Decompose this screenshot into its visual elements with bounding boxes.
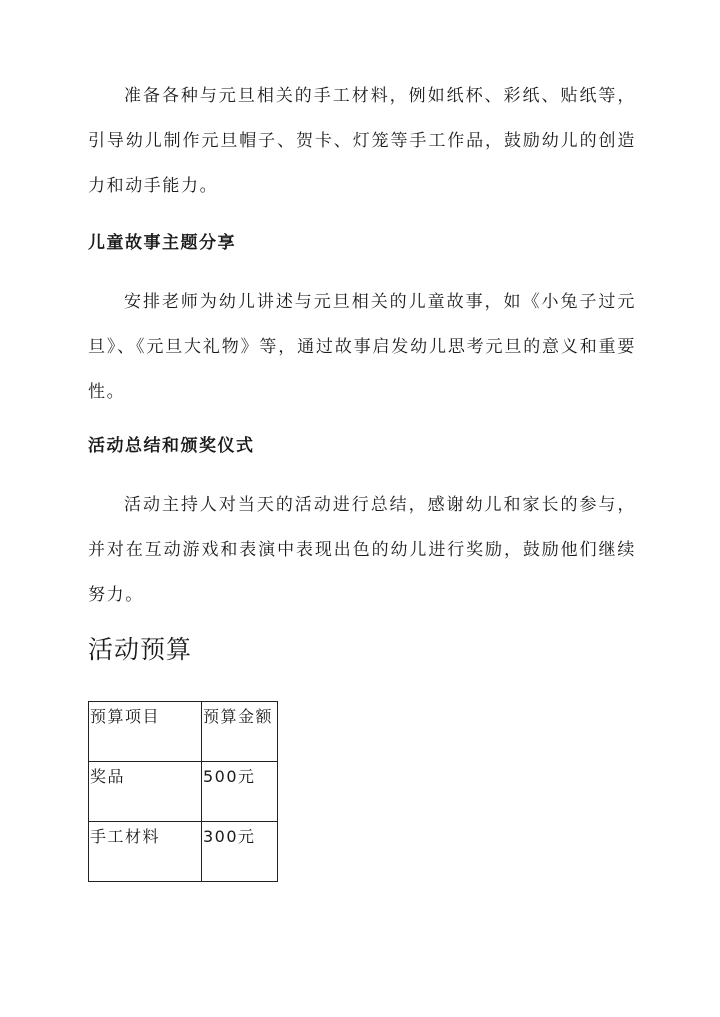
section-title-budget: 活动预算: [88, 635, 193, 664]
table-cell: 300元: [202, 822, 278, 882]
table-cell: 奖品: [89, 762, 202, 822]
table-row: [89, 762, 278, 822]
table-cell: 500元: [202, 762, 278, 822]
heading-story-sharing: 儿童故事主题分享: [88, 233, 236, 253]
table-row: [89, 822, 278, 882]
budget-table: [88, 701, 278, 882]
paragraph-crafts: 准备各种与元旦相关的手工材料，例如纸杯、彩纸、贴纸等，引导幼儿制作元旦帽子、贺卡、灯笼等手工作品，鼓励幼儿的创造力和动手能力。: [88, 86, 636, 196]
table-header-cell: 预算项目: [89, 702, 202, 762]
heading-summary-awards: 活动总结和颁奖仪式: [88, 436, 255, 456]
table-header-row: [89, 702, 278, 762]
table-header-cell: 预算金额: [202, 702, 278, 762]
paragraph-summary: 活动主持人对当天的活动进行总结，感谢幼儿和家长的参与，并对在互动游戏和表演中表现出色的幼儿进行奖励，鼓励他们继续努力。: [88, 495, 636, 605]
table-cell: 手工材料: [89, 822, 202, 882]
paragraph-story: 安排老师为幼儿讲述与元旦相关的儿童故事，如《小兔子过元旦》、《元旦大礼物》等，通过故事启发幼儿思考元旦的意义和重要性。: [88, 292, 636, 402]
